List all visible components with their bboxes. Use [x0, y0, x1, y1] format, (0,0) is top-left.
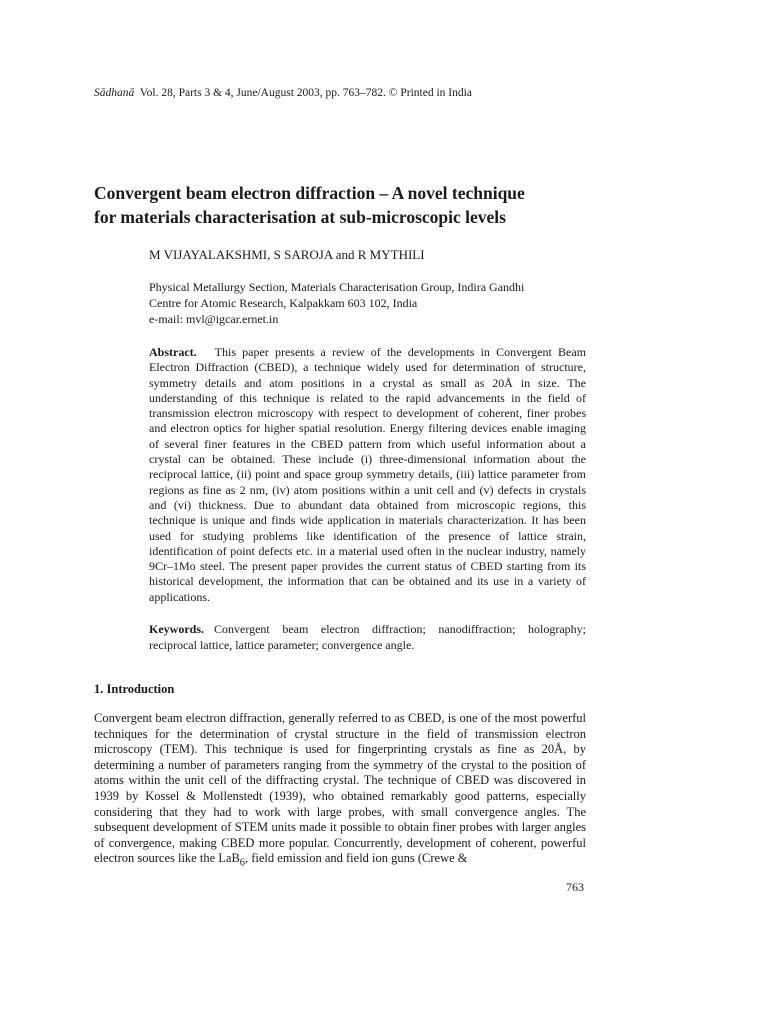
page-number: 763 [566, 880, 584, 894]
section-heading: 1. Introduction [94, 682, 175, 696]
journal-details: Vol. 28, Parts 3 & 4, June/August 2003, pp. 763–782. © Printed in India [139, 87, 472, 99]
affiliation [149, 279, 524, 327]
body-text-end: , field emission and field ion guns (Crewe & [244, 851, 468, 866]
body-subscript: 6 [239, 857, 245, 869]
paper-title [94, 181, 594, 229]
keywords-text: Convergent beam electron diffraction; nanodiffraction; holography; reciprocal lattice, lattice parameter; convergence angle. [149, 622, 586, 652]
journal-name: Sādhanā [94, 87, 135, 99]
keywords [149, 621, 586, 653]
author-list: M VIJAYALAKSHMI, S SAROJA and R MYTHILI [149, 247, 425, 262]
abstract [149, 345, 586, 605]
abstract-text: This paper presents a review of the developments in Convergent Beam Electron Diffraction (CBED), a technique widely used for determination of structure, symmetry details and atom positions in a crystal as small as 20Å in size. The understanding of this technique is related to the rapid advancements in the field of transmission electron microscopy with respect to development of coherent, finer probes and electron optics for higher spatial resolution. Energy filtering devices enable imaging of several finer features in the CBED pattern from which useful information about a crystal can be obtained. These include (i) three-dimensional information about the reciprocal lattice, (ii) point and space group symmetry details, (iii) lattice parameter from regions as fine as 2 nm, (iv) atom positions within a unit cell and (v) defects in crystals and (vi) thickness. Due to abundant data obtained from microscopic regions, this technique is unique and finds wide application in materials characterization. It has been used for studying problems like identification of the presence of lattice strain, identification of point defects etc. in a material used often in the nuclear industry, namely 9Cr–1Mo steel. The present paper provides the current status of CBED starting from its historical development, the information that can be obtained and its use in a variety of applications. [149, 345, 586, 604]
title-line-1: Convergent beam electron diffraction – A novel technique [94, 183, 525, 203]
body-paragraph [94, 711, 586, 871]
email-address: e-mail: mvl@igcar.ernet.in [149, 312, 279, 326]
journal-header [94, 87, 472, 99]
affiliation-line-1: Physical Metallurgy Section, Materials Characterisation Group, Indira Gandhi [149, 280, 525, 294]
title-line-2: for materials characterisation at sub-microscopic levels [94, 207, 506, 227]
body-text-main: Convergent beam electron diffraction, generally referred to as CBED, is one of the most powerful techniques for the determination of crystal structure in the field of transmission electron microscopy (TEM). This technique is used for fingerprinting crystals as fine as 20Å, by determining a number of parameters ranging from the symmetry of the crystal to the position of atoms within the unit cell of the diffracting crystal. The technique of CBED was discovered in 1939 by Kossel & Mollenstedt (1939), who obtained remarkably good patterns, especially considering that they had to work with large probes, with small convergence angles. The subsequent development of STEM units made it possible to obtain finer probes with larger angles of convergence, making CBED more popular. Concurrently, development of coherent, powerful electron sources like the LaB [94, 711, 586, 866]
abstract-label: Abstract. [149, 345, 197, 359]
keywords-label: Keywords. [149, 622, 204, 636]
affiliation-line-2: Centre for Atomic Research, Kalpakkam 603 102, India [149, 296, 418, 310]
